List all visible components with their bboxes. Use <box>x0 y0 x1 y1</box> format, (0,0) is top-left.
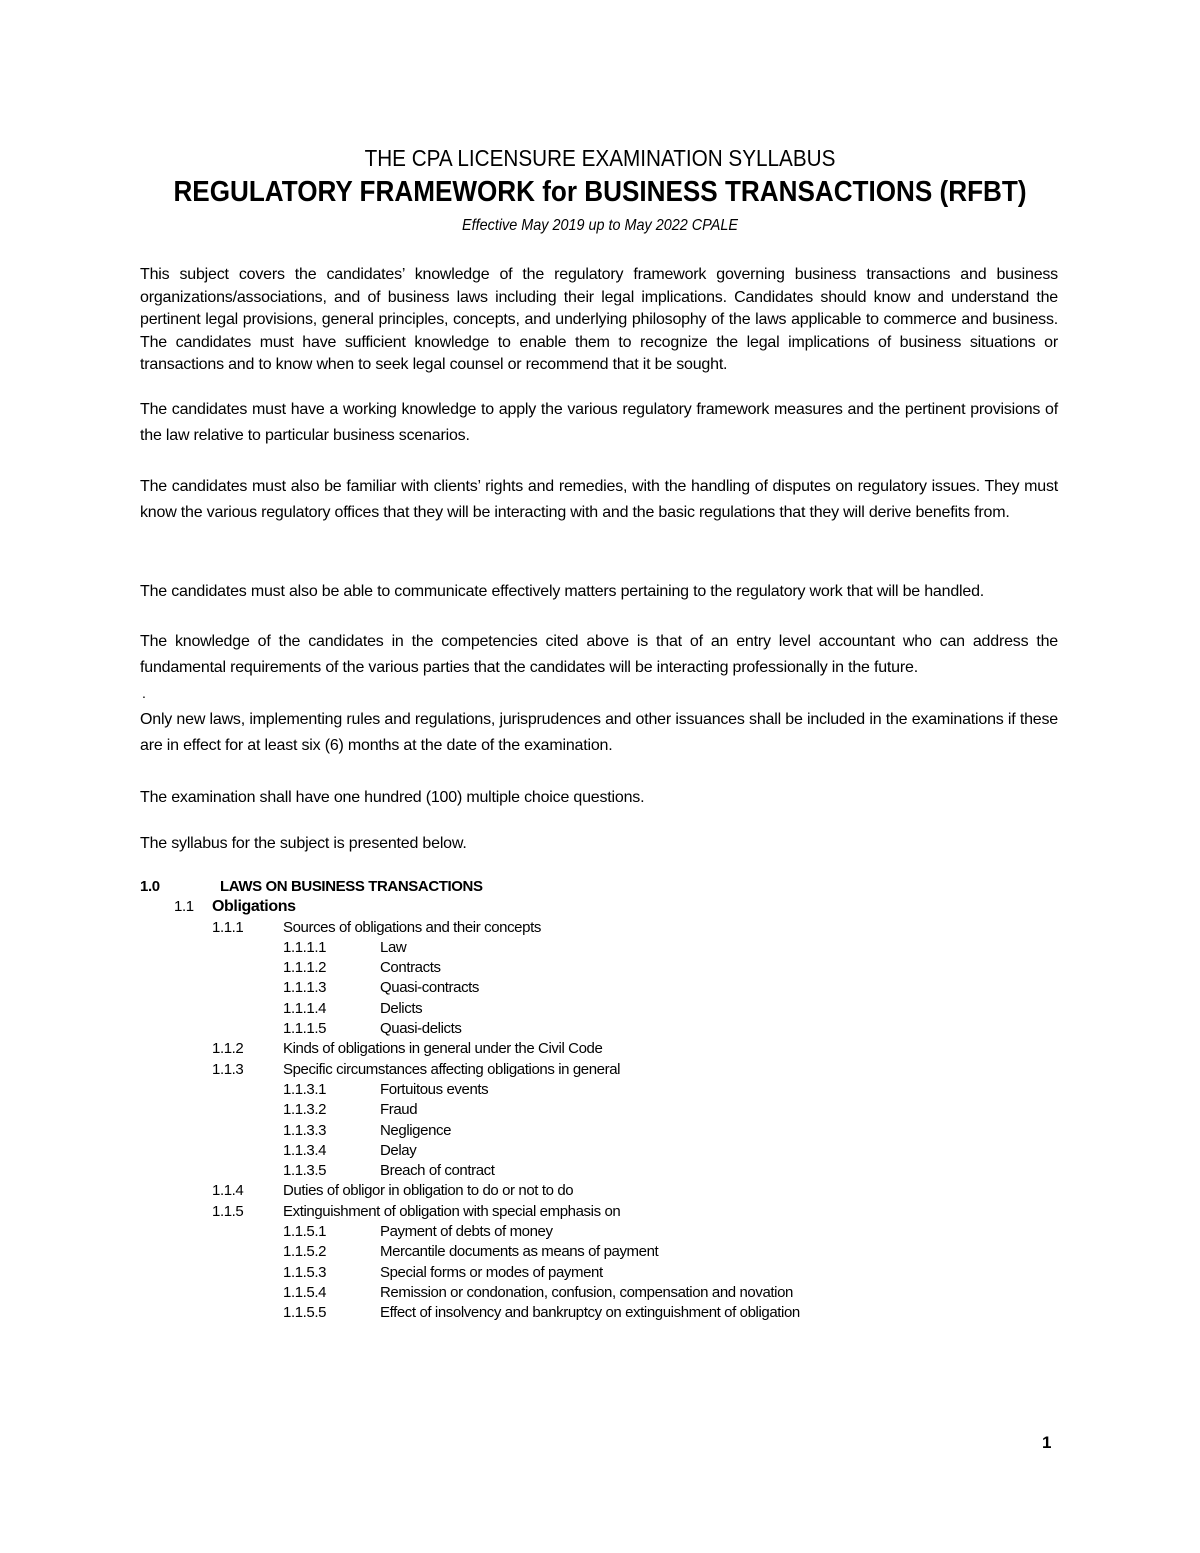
effectivity-note: Effective May 2019 up to May 2022 CPALE <box>462 217 738 234</box>
outline-item: 1.1.3.4 Delay <box>283 1141 417 1159</box>
body-paragraph: The candidates must also be familiar with clients’ rights and remedies, with the handling of disputes on regulatory issues. They must know the various regulatory offices that they will be interacting with and the basic regulations that they will derive benefits from. <box>140 478 1058 521</box>
body-paragraph: The candidates must also be able to communicate effectively matters pertaining to the regulatory work that will be handled. <box>140 583 985 600</box>
outline-item: 1.1.3 Specific circumstances affecting obligations in general <box>212 1060 621 1078</box>
outline-item: 1.1.1.5 Quasi-delicts <box>283 1020 462 1038</box>
outline-item: 1.1.1.3 Quasi-contracts <box>283 979 480 997</box>
intro-paragraph: This subject covers the candidates’ knowledge of the regulatory framework governing business transactions and business organizations/associations, and of business laws including their legal implications. Candidates should know and understand the pertinent legal provisions, general principles, concepts, and underlying philosophy of the laws applicable to commerce and business. The candidates must have sufficient knowledge to enable them to recognize the legal implications of business situations or transactions and to know when to seek legal counsel or recommend that it be sought. <box>140 266 1058 373</box>
outline-item: 1.1.3.3 Negligence <box>283 1121 452 1139</box>
body-paragraph: The candidates must have a working knowledge to apply the various regulatory framework measures and the pertinent provisions of the law relative to particular business scenarios. <box>140 401 1058 444</box>
outline-item: 1.1.5.4 Remission or condonation, confusion, compensation and novation <box>283 1283 793 1301</box>
outline-item: 1.1.5.5 Effect of insolvency and bankruptcy on extinguishment of obligation <box>283 1304 800 1322</box>
outline-item: 1.1.3.1 Fortuitous events <box>283 1080 489 1098</box>
outline-item: 1.1.4 Duties of obligor in obligation to do or not to do <box>212 1182 574 1200</box>
syllabus-outline <box>140 877 1060 1324</box>
body-paragraph: The knowledge of the candidates in the competencies cited above is that of an entry level accountant who can address the fundamental requirements of the various parties that the candidates will be interacting professionally in the future. <box>140 633 1058 676</box>
page-number: 1 <box>1042 1433 1052 1452</box>
body-paragraph: Only new laws, implementing rules and regulations, jurisprudences and other issuances shall be included in the examinations if these are in effect for at least six (6) months at the date of the examination. <box>140 711 1058 754</box>
outline-item: 1.1.3.2 Fraud <box>283 1101 418 1119</box>
outline-item: 1.1.1.4 Delicts <box>283 999 423 1017</box>
outline-item: 1.1.1.1 Law <box>283 938 407 956</box>
outline-item: 1.1.3.5 Breach of contract <box>283 1162 495 1180</box>
outline-item: 1.1.5.1 Payment of debts of money <box>283 1223 553 1241</box>
outline-item: 1.1.1.2 Contracts <box>283 959 441 977</box>
syllabus-heading: THE CPA LICENSURE EXAMINATION SYLLABUS <box>364 145 836 171</box>
body-paragraph: The examination shall have one hundred (100) multiple choice questions. <box>140 789 645 806</box>
outline-item: 1.0 LAWS ON BUSINESS TRANSACTIONS <box>140 878 483 895</box>
outline-item: 1.1 Obligations <box>174 898 296 916</box>
outline-item: 1.1.2 Kinds of obligations in general under the Civil Code <box>212 1040 603 1058</box>
outline-item: 1.1.5.3 Special forms or modes of payment <box>283 1263 603 1281</box>
stray-mark: . <box>142 685 146 701</box>
outline-item: 1.1.5 Extinguishment of obligation with special emphasis on <box>212 1202 621 1220</box>
outline-item: 1.1.1 Sources of obligations and their concepts <box>212 918 541 936</box>
body-paragraph: The syllabus for the subject is presented below. <box>140 835 467 852</box>
outline-item: 1.1.5.2 Mercantile documents as means of payment <box>283 1243 659 1261</box>
subject-title: REGULATORY FRAMEWORK for BUSINESS TRANSACTIONS (RFBT) <box>173 176 1027 208</box>
